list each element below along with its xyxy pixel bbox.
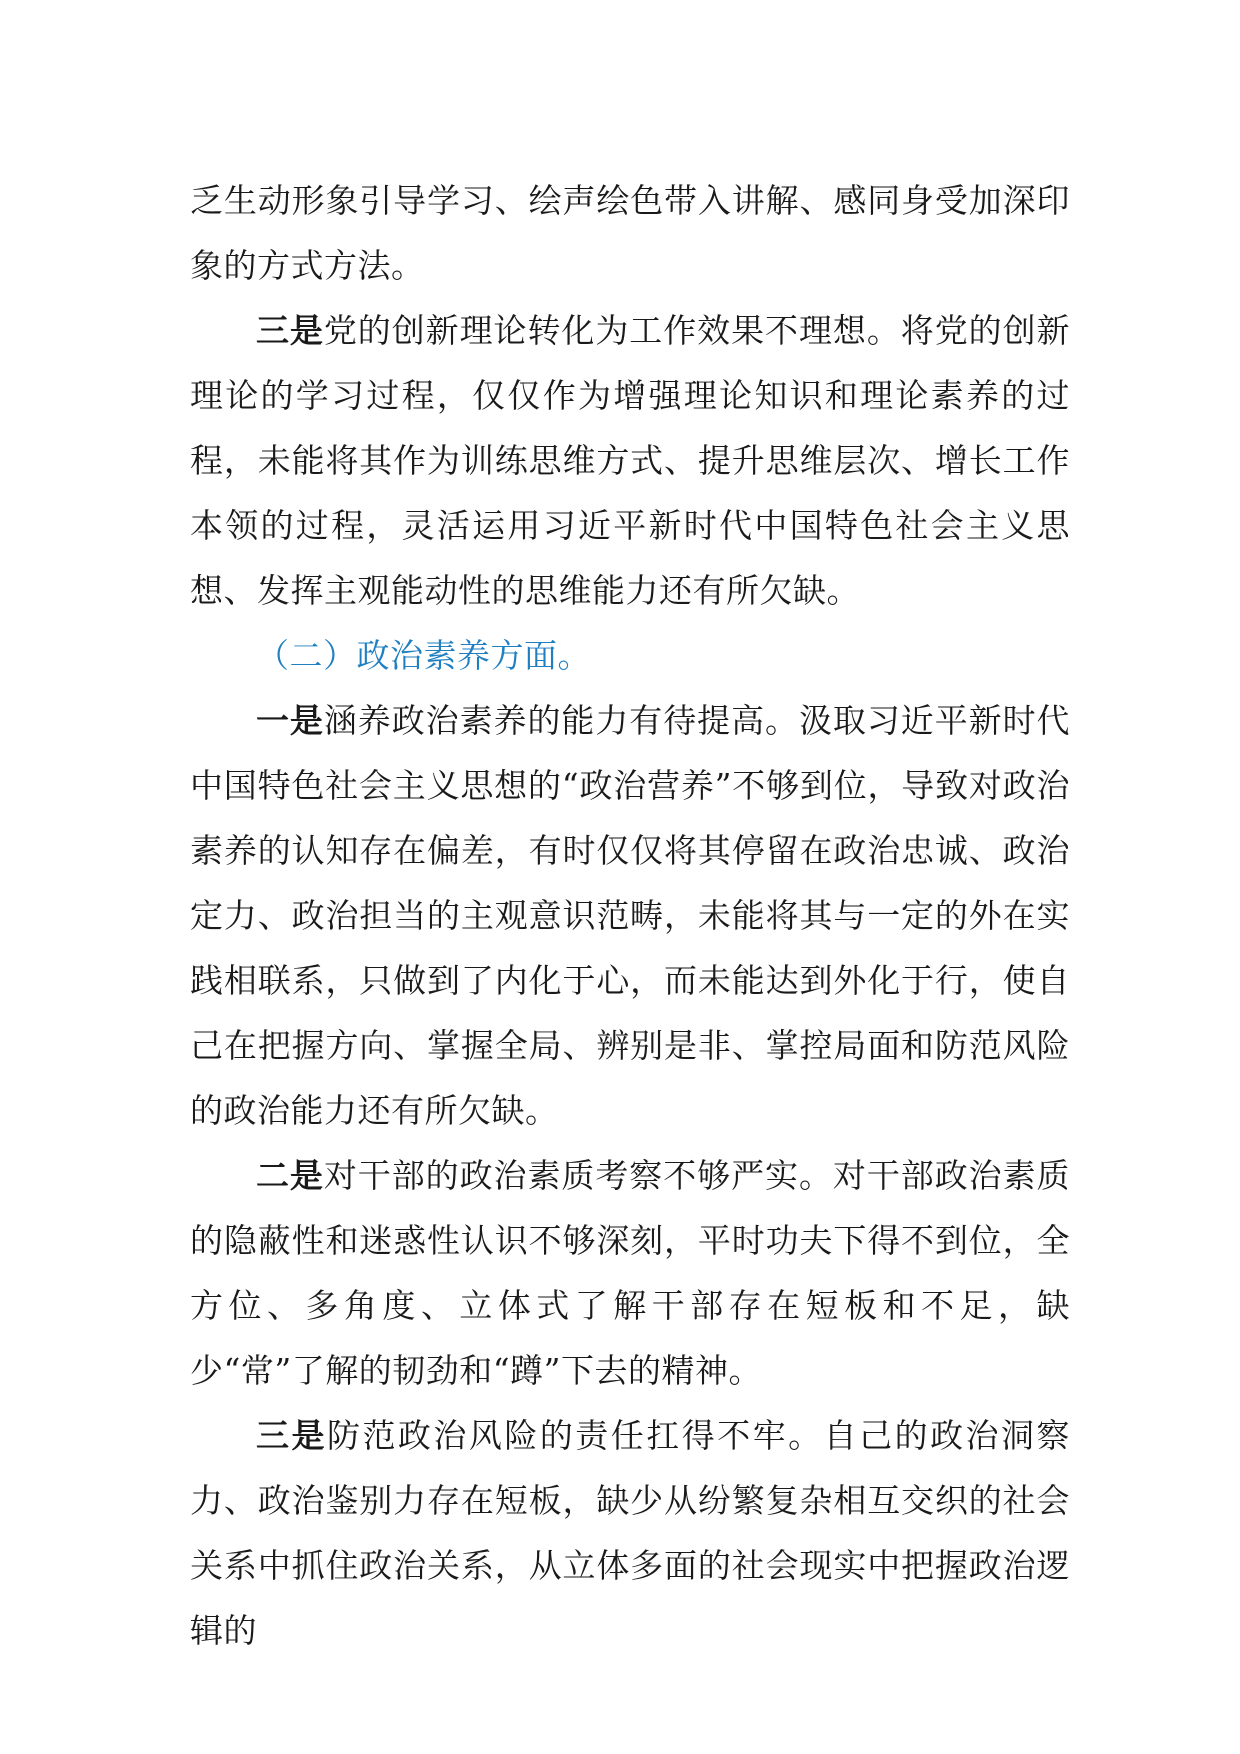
paragraph-lead: 三是: [256, 1416, 327, 1455]
paragraph-lead: 三是: [256, 311, 324, 350]
paragraph-text: 防范政治风险的责任扛得不牢。自己的政治洞察力、政治鉴别力存在短板，缺少从纷繁复杂相互交织的社会关系中抓住政治关系，从立体多面的社会现实中把握政治逻辑的: [190, 1416, 1071, 1650]
paragraph-text: 对干部的政治素质考察不够严实。对干部政治素质的隐蔽性和迷惑性认识不够深刻，平时功夫下得不到位，全方位、多角度、立体式了解干部存在短板和不足，缺少“常”了解的韧劲和“蹲”下去的精神。: [190, 1156, 1071, 1390]
section-heading: （二）政治素养方面。: [256, 636, 591, 675]
document-body: [190, 168, 1070, 1663]
paragraph-continued: [190, 168, 1070, 298]
paragraph-lead: 一是: [256, 701, 324, 740]
paragraph-point-three-theory: [190, 298, 1070, 623]
paragraph-text: 乏生动形象引导学习、绘声绘色带入讲解、感同身受加深印象的方式方法。: [190, 181, 1070, 285]
paragraph-lead: 二是: [256, 1156, 324, 1195]
paragraph-point-two-politics: [190, 1143, 1070, 1403]
paragraph-point-three-politics: [190, 1403, 1070, 1663]
paragraph-text: 涵养政治素养的能力有待提高。汲取习近平新时代中国特色社会主义思想的“政治营养”不够到位，导致对政治素养的认知存在偏差，有时仅仅将其停留在政治忠诚、政治定力、政治担当的主观意识范畴，未能将其与一定的外在实践相联系，只做到了内化于心，而未能达到外化于行，使自己在把握方向、掌握全局、辨别是非、掌控局面和防范风险的政治能力还有所欠缺。: [190, 701, 1071, 1130]
paragraph-point-one-politics: [190, 688, 1070, 1143]
paragraph-text: 党的创新理论转化为工作效果不理想。将党的创新理论的学习过程，仅仅作为增强理论知识和理论素养的过程，未能将其作为训练思维方式、提升思维层次、增长工作本领的过程，灵活运用习近平新时代中国特色社会主义思想、发挥主观能动性的思维能力还有所欠缺。: [190, 311, 1071, 610]
